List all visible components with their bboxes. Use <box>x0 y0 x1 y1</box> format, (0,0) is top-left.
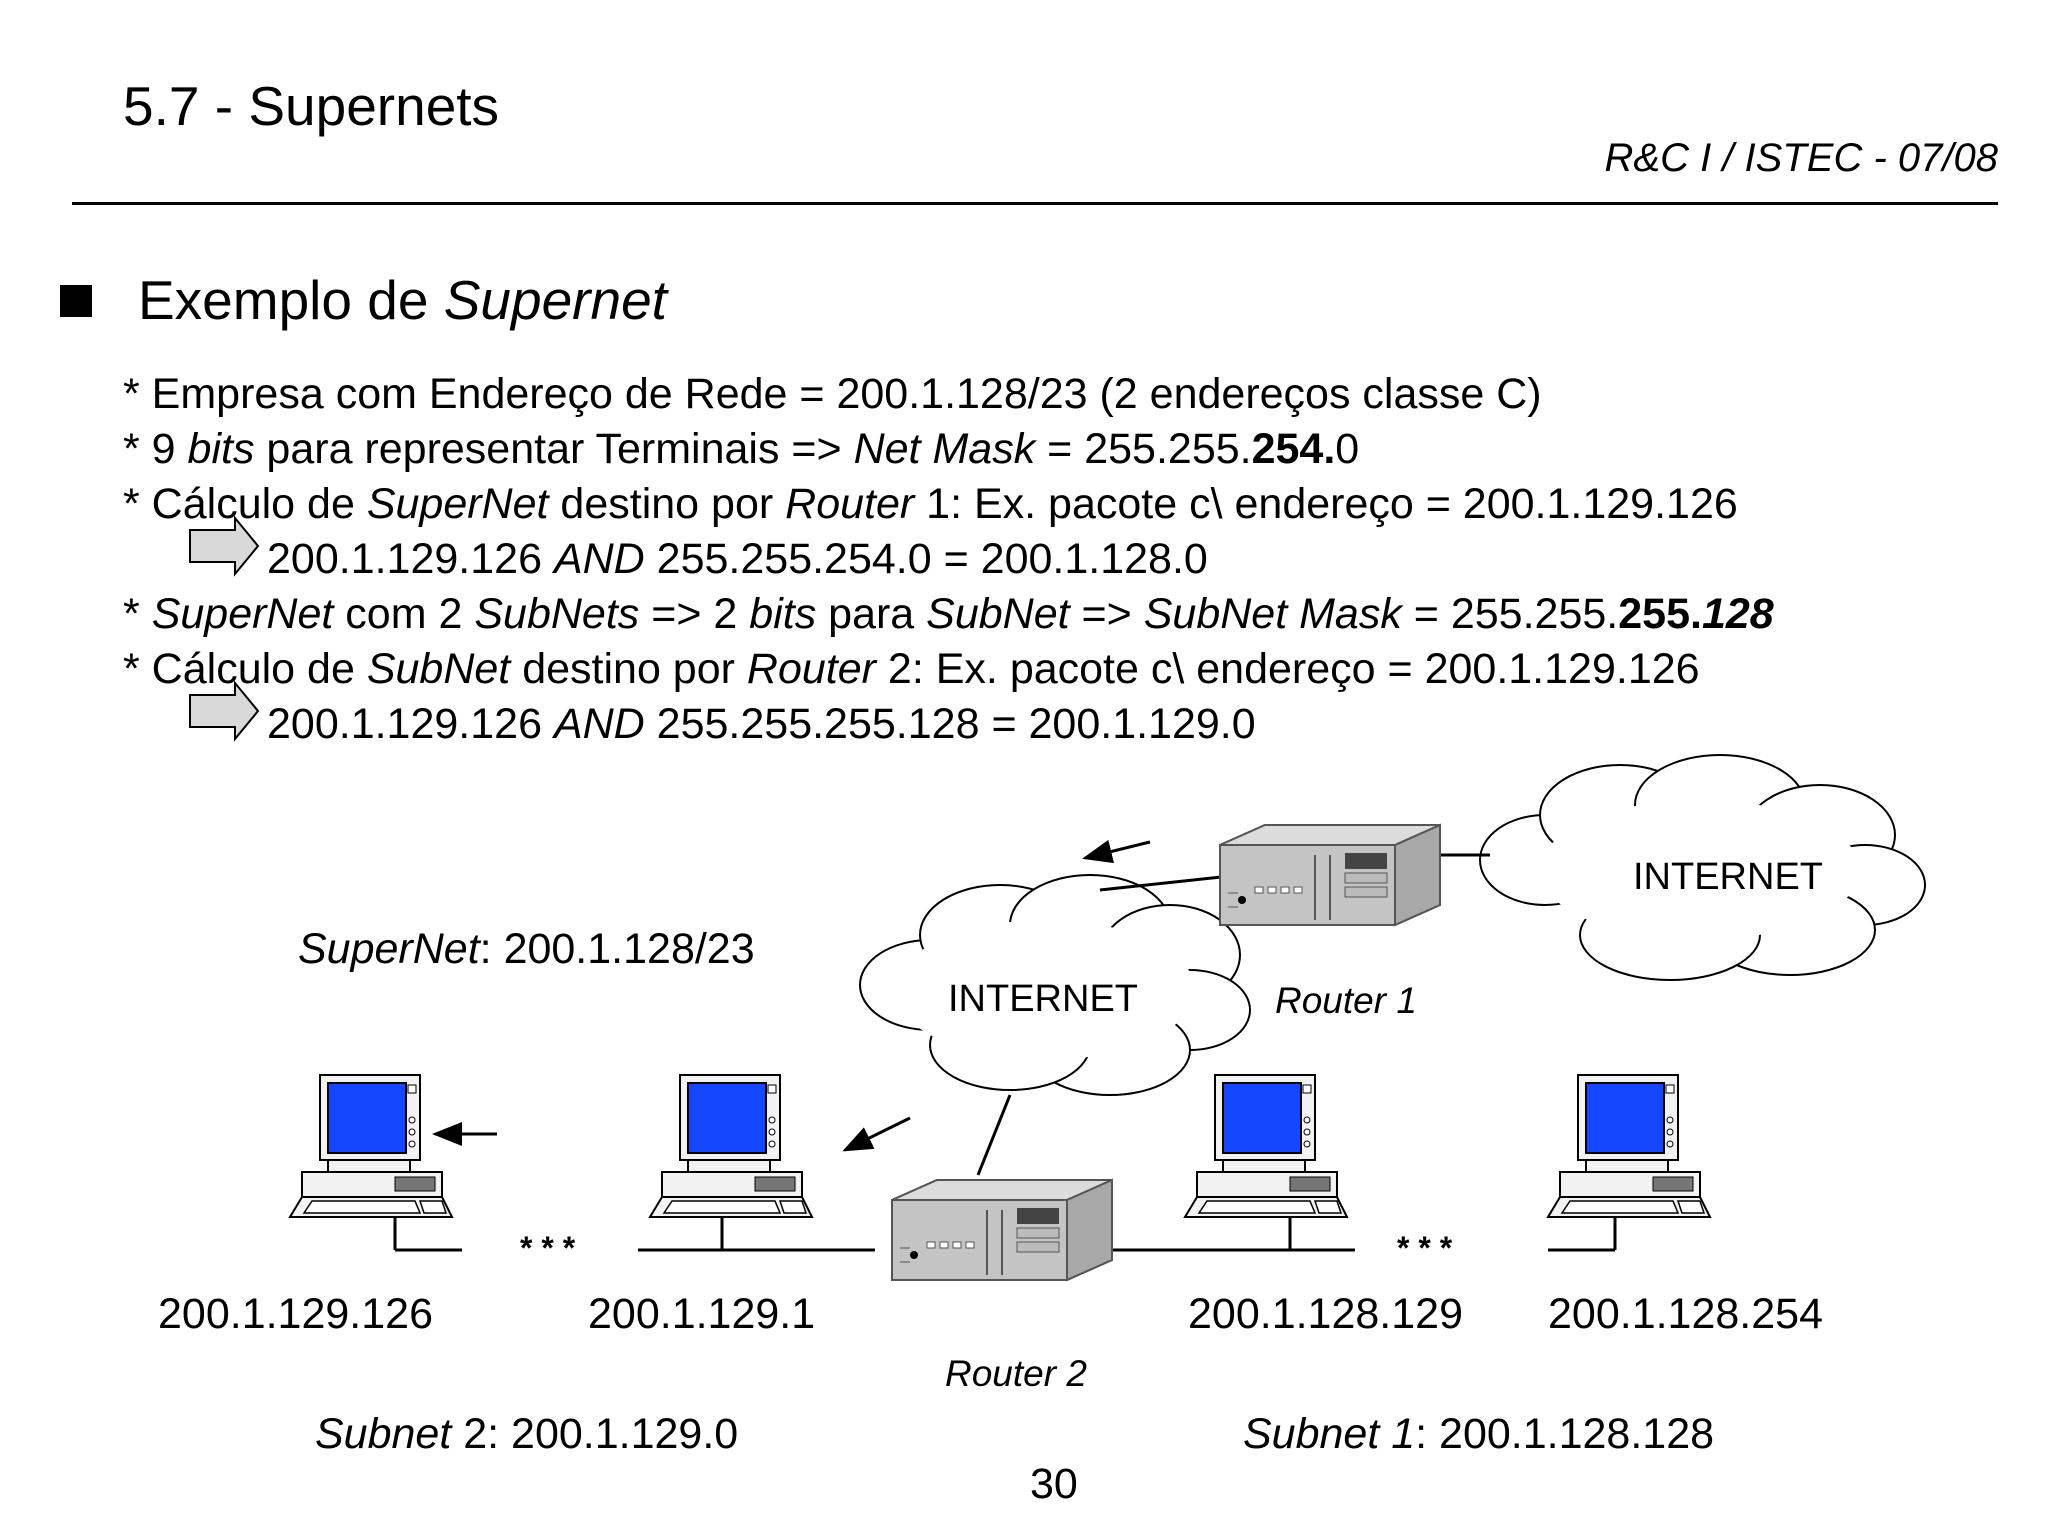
dots-right: * * * <box>1397 1230 1453 1266</box>
host-ip-1: 200.1.129.126 <box>158 1290 433 1338</box>
line-4-a: 200.1.129.126 <box>267 535 554 583</box>
line-5-l: 255. <box>1618 590 1702 638</box>
line-3-b: SuperNet <box>366 480 549 528</box>
line-5-j: SubNet Mask <box>1143 590 1402 638</box>
heading-prefix: Exemplo de <box>138 269 444 331</box>
cloud-left-label: INTERNET <box>948 978 1138 1020</box>
supernet-label <box>298 925 755 974</box>
subnet-1-rest: : 200.1.128.128 <box>1415 1410 1715 1458</box>
line-5-c: com 2 <box>333 590 475 638</box>
line-2-c: para representar Terminais => <box>254 425 854 473</box>
line-6-c: destino por <box>510 645 747 693</box>
subnet-1-label <box>1243 1410 1714 1459</box>
subnet-2-emph: Subnet <box>315 1410 452 1458</box>
supernet-label-rest: : 200.1.128/23 <box>479 925 755 973</box>
course-label: R&C I / ISTEC - 07/08 <box>1604 136 1998 180</box>
cloud-right-label: INTERNET <box>1633 856 1823 898</box>
line-5-b: SuperNet <box>151 590 334 638</box>
line-2-g: 0 <box>1335 425 1360 473</box>
subnet-2-rest: 2: 200.1.129.0 <box>451 1410 739 1458</box>
host-ip-4: 200.1.128.254 <box>1548 1290 1823 1338</box>
line-1-text: * Empresa com Endereço de Rede = 200.1.128/23 (2 endereços classe C) <box>123 370 1542 418</box>
line-3-c: destino por <box>548 480 786 528</box>
line-5-a: * <box>123 590 152 638</box>
subnet-2-label <box>315 1410 738 1459</box>
line-5-g: para <box>816 590 927 638</box>
line-6-d: Router <box>746 645 876 693</box>
line-7-a: 200.1.129.126 <box>267 700 554 748</box>
line-6-a: * Cálculo de <box>123 645 367 693</box>
arrow-to-host-2 <box>845 1118 910 1150</box>
line-6-b: SubNet <box>366 645 511 693</box>
line-5-f: bits <box>749 590 817 638</box>
router-2-label: Router 2 <box>945 1353 1087 1394</box>
arrow-icon-2 <box>190 683 258 739</box>
router-1-label: Router 1 <box>1275 980 1417 1021</box>
page-title: 5.7 - Supernets <box>123 75 500 137</box>
line-7-b: AND <box>553 700 645 748</box>
pc-icon-4 <box>1548 1075 1710 1217</box>
arrow-to-cloud <box>1085 842 1150 858</box>
subnet-1-emph: Subnet 1 <box>1243 1410 1416 1458</box>
line-5-k: = 255.255. <box>1401 590 1619 638</box>
pc-icon-3 <box>1185 1075 1347 1217</box>
line-4-b: AND <box>553 535 645 583</box>
line-2-f: 254. <box>1251 425 1336 473</box>
line-7-c: 255.255.255.128 = 200.1.129.0 <box>644 700 1256 748</box>
line-5-m: 128 <box>1701 590 1774 638</box>
line-5-h: SubNet <box>926 590 1070 638</box>
line-2-b: bits <box>187 425 255 473</box>
page-number: 30 <box>1030 1460 1078 1508</box>
line-4-c: 255.255.254.0 = 200.1.128.0 <box>644 535 1208 583</box>
line-5-e: => 2 <box>639 590 750 638</box>
line-5-i: => <box>1069 590 1144 638</box>
line-2-d: Net Mask <box>853 425 1036 473</box>
supernet-label-emph: SuperNet <box>298 925 480 973</box>
line-3-e: 1: Ex. pacote c\ endereço = 200.1.129.126 <box>914 480 1738 528</box>
line-2-a: * 9 <box>123 425 188 473</box>
line-3-d: Router <box>785 480 915 528</box>
line-6-e: 2: Ex. pacote c\ endereço = 200.1.129.126 <box>875 645 1700 693</box>
line-2-e: = 255.255. <box>1035 425 1252 473</box>
host-ip-2: 200.1.129.1 <box>588 1290 816 1338</box>
heading-emph: Supernet <box>443 269 667 331</box>
pc-icon-1 <box>290 1075 452 1217</box>
dots-left: * * * <box>520 1230 576 1266</box>
router-2-icon <box>892 1180 1112 1280</box>
host-ip-3: 200.1.128.129 <box>1188 1290 1463 1338</box>
arrow-icon-1 <box>190 518 258 574</box>
pc-icon-2 <box>650 1075 812 1217</box>
router-1-icon <box>1220 825 1440 925</box>
line-5-d: SubNets <box>474 590 640 638</box>
line-3-a: * Cálculo de <box>123 480 367 528</box>
